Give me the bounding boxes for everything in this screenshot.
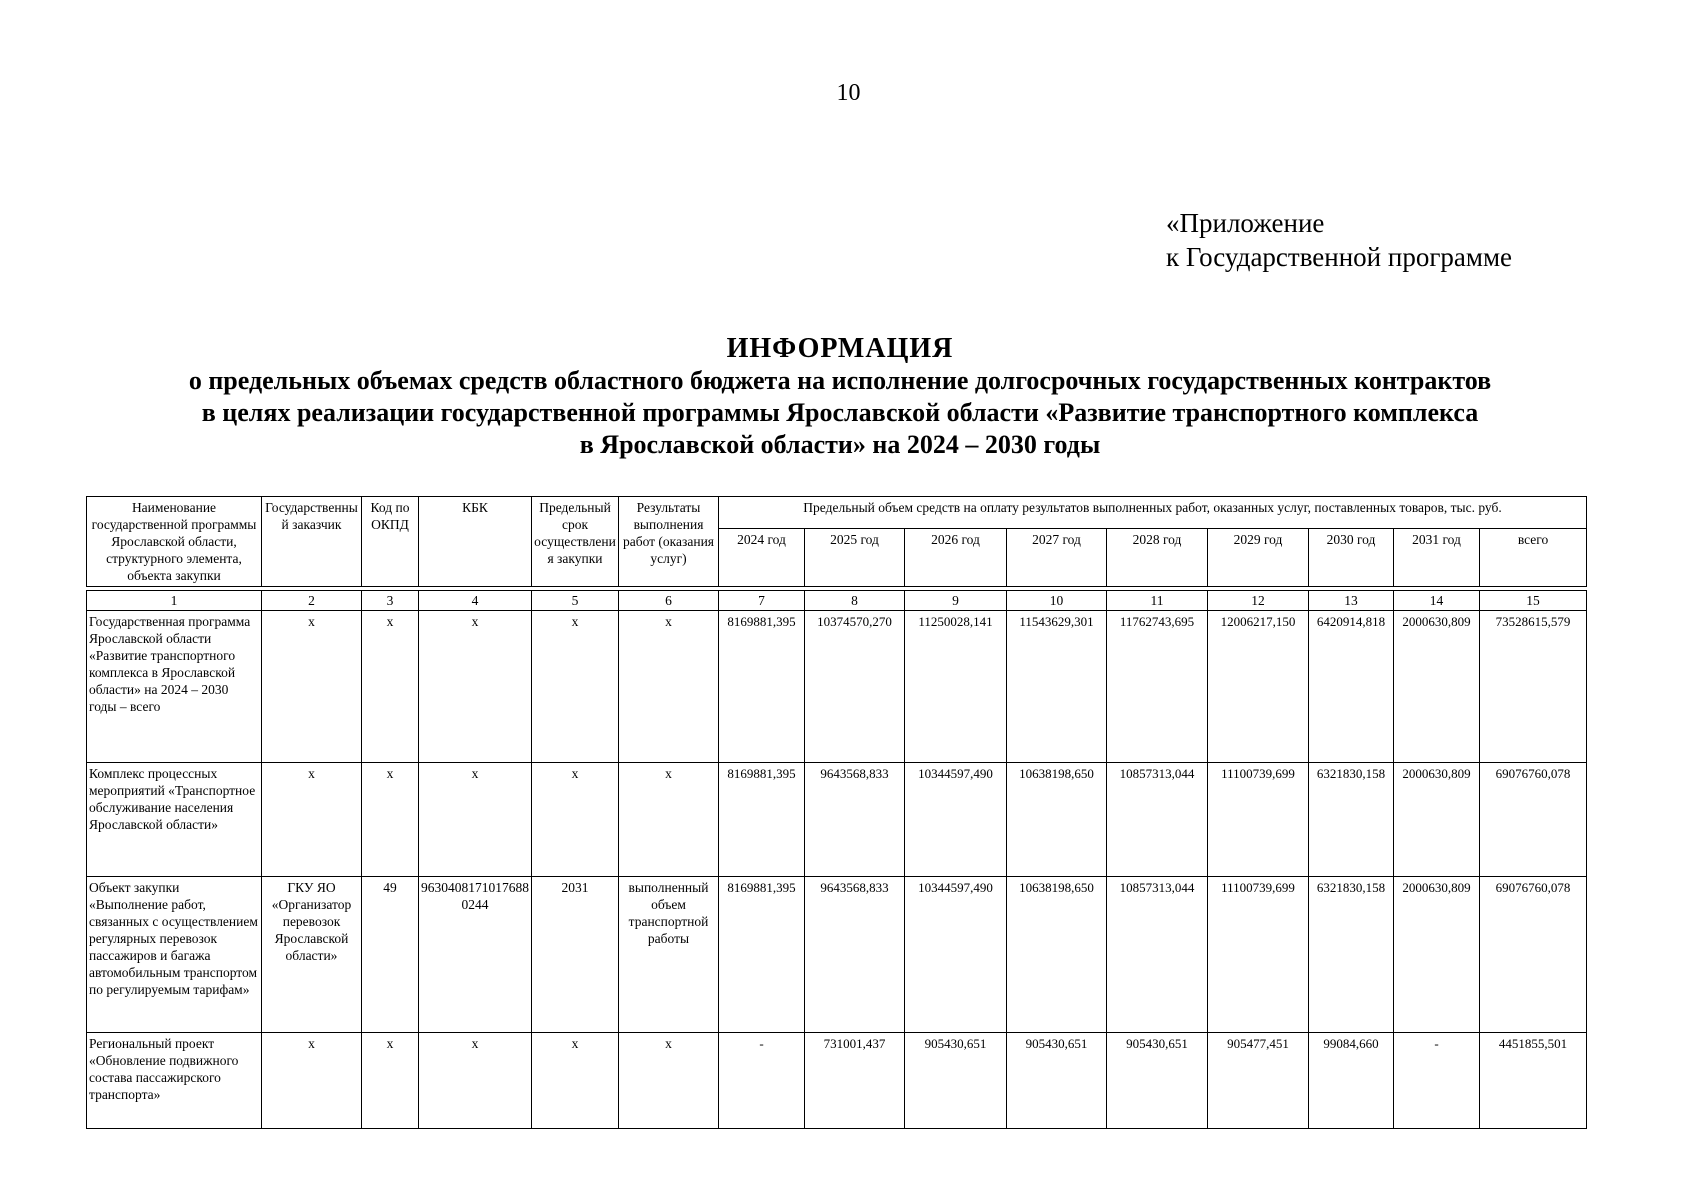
index-cell: 12 bbox=[1208, 591, 1309, 611]
title-line-1: о предельных объемах средств областного бюджета на исполнение долгосрочных государственных контрактов bbox=[188, 366, 1492, 395]
index-cell: 2 bbox=[262, 591, 362, 611]
title-line-2: в целях реализации государственной программы Ярославской области «Развитие транспортного комплекса bbox=[201, 398, 1479, 427]
row-okpd: 49 bbox=[362, 877, 419, 1033]
row-deadline: х bbox=[532, 611, 619, 763]
row-value: 10344597,490 bbox=[905, 877, 1007, 1033]
budget-table bbox=[86, 496, 1587, 1129]
row-value: 10638198,650 bbox=[1007, 877, 1107, 1033]
document-title bbox=[60, 333, 1620, 461]
row-value: 905430,651 bbox=[1107, 1033, 1208, 1129]
row-customer: х bbox=[262, 1033, 362, 1129]
row-value: 10638198,650 bbox=[1007, 763, 1107, 877]
row-value: 9643568,833 bbox=[805, 877, 905, 1033]
row-value: 10374570,270 bbox=[805, 611, 905, 763]
row-total: 69076760,078 bbox=[1480, 763, 1587, 877]
row-value: 99084,660 bbox=[1309, 1033, 1394, 1129]
row-value: 11250028,141 bbox=[905, 611, 1007, 763]
header-year: 2026 год bbox=[905, 529, 1007, 587]
row-customer: х bbox=[262, 611, 362, 763]
row-value: 8169881,395 bbox=[719, 877, 805, 1033]
row-value: 2000630,809 bbox=[1394, 763, 1480, 877]
row-value: 6321830,158 bbox=[1309, 763, 1394, 877]
appendix-line-2: к Государственной программе bbox=[1166, 242, 1513, 272]
row-deadline: х bbox=[532, 763, 619, 877]
title-main: ИНФОРМАЦИЯ bbox=[726, 333, 954, 364]
row-kbk: х bbox=[419, 1033, 532, 1129]
row-value: - bbox=[719, 1033, 805, 1129]
row-value: 12006217,150 bbox=[1208, 611, 1309, 763]
header-year: 2031 год bbox=[1394, 529, 1480, 587]
title-line-3: в Ярославской области» на 2024 – 2030 годы bbox=[579, 430, 1101, 459]
index-cell: 10 bbox=[1007, 591, 1107, 611]
row-deadline: х bbox=[532, 1033, 619, 1129]
row-value: 8169881,395 bbox=[719, 611, 805, 763]
table-row bbox=[87, 611, 1587, 763]
row-customer: х bbox=[262, 763, 362, 877]
row-value: 8169881,395 bbox=[719, 763, 805, 877]
header-funding-group: Предельный объем средств на оплату результатов выполненных работ, оказанных услуг, поставленных товаров, тыс. руб. bbox=[719, 497, 1587, 529]
row-customer: ГКУ ЯО «Организатор перевозок Ярославской области» bbox=[262, 877, 362, 1033]
header-total: всего bbox=[1480, 529, 1587, 587]
index-cell: 8 bbox=[805, 591, 905, 611]
index-cell: 9 bbox=[905, 591, 1007, 611]
header-kbk: КБК bbox=[419, 497, 532, 587]
row-kbk: х bbox=[419, 763, 532, 877]
index-row bbox=[87, 591, 1587, 611]
appendix-line-1: «Приложение bbox=[1166, 208, 1325, 238]
index-cell: 14 bbox=[1394, 591, 1480, 611]
index-cell: 3 bbox=[362, 591, 419, 611]
header-year: 2030 год bbox=[1309, 529, 1394, 587]
page-number: 10 bbox=[836, 80, 861, 106]
row-kbk: х bbox=[419, 611, 532, 763]
header-name: Наименование государственной программы Ярославской области, структурного элемента, объекта закупки bbox=[87, 497, 262, 587]
header-year: 2027 год bbox=[1007, 529, 1107, 587]
row-okpd: х bbox=[362, 611, 419, 763]
row-okpd: х bbox=[362, 763, 419, 877]
row-value: 2000630,809 bbox=[1394, 877, 1480, 1033]
index-cell: 6 bbox=[619, 591, 719, 611]
row-results: выполненный объем транспортной работы bbox=[619, 877, 719, 1033]
table-row bbox=[87, 877, 1587, 1033]
row-value: 11543629,301 bbox=[1007, 611, 1107, 763]
row-value: 905430,651 bbox=[1007, 1033, 1107, 1129]
row-results: х bbox=[619, 763, 719, 877]
header-year: 2029 год bbox=[1208, 529, 1309, 587]
row-value: 10344597,490 bbox=[905, 763, 1007, 877]
index-cell: 5 bbox=[532, 591, 619, 611]
header-deadline: Предельный срок осуществления закупки bbox=[532, 497, 619, 587]
index-cell: 1 bbox=[87, 591, 262, 611]
row-value: 11100739,699 bbox=[1208, 763, 1309, 877]
row-kbk: 96304081710176880244 bbox=[419, 877, 532, 1033]
table-row bbox=[87, 763, 1587, 877]
row-value: 2000630,809 bbox=[1394, 611, 1480, 763]
row-value: 9643568,833 bbox=[805, 763, 905, 877]
header-year: 2024 год bbox=[719, 529, 805, 587]
row-name: Государственная программа Ярославской области «Развитие транспортного комплекса в Ярославской области» на 2024 – 2030 годы – всего bbox=[87, 611, 262, 763]
header-year: 2028 год bbox=[1107, 529, 1208, 587]
row-name: Комплекс процессных мероприятий «Транспортное обслуживание населения Ярославской области» bbox=[87, 763, 262, 877]
row-value: 6321830,158 bbox=[1309, 877, 1394, 1033]
row-total: 73528615,579 bbox=[1480, 611, 1587, 763]
header-results: Результаты выполнения работ (оказания услуг) bbox=[619, 497, 719, 587]
index-cell: 7 bbox=[719, 591, 805, 611]
row-name: Объект закупки «Выполнение работ, связанных с осуществлением регулярных перевозок пассажиров и багажа автомобильным транспортом по регулируемым тарифам» bbox=[87, 877, 262, 1033]
row-value: 10857313,044 bbox=[1107, 877, 1208, 1033]
row-total: 4451855,501 bbox=[1480, 1033, 1587, 1129]
row-value: 6420914,818 bbox=[1309, 611, 1394, 763]
row-total: 69076760,078 bbox=[1480, 877, 1587, 1033]
header-customer: Государственный заказчик bbox=[262, 497, 362, 587]
index-cell: 15 bbox=[1480, 591, 1587, 611]
row-results: х bbox=[619, 611, 719, 763]
appendix-note bbox=[1166, 206, 1512, 274]
header-row-1 bbox=[87, 497, 1587, 529]
table-row bbox=[87, 1033, 1587, 1129]
index-cell: 13 bbox=[1309, 591, 1394, 611]
row-value: 10857313,044 bbox=[1107, 763, 1208, 877]
row-value: 11100739,699 bbox=[1208, 877, 1309, 1033]
row-name: Региональный проект «Обновление подвижного состава пассажирского транспорта» bbox=[87, 1033, 262, 1129]
row-deadline: 2031 bbox=[532, 877, 619, 1033]
row-value: 905430,651 bbox=[905, 1033, 1007, 1129]
header-okpd: Код по ОКПД bbox=[362, 497, 419, 587]
index-cell: 4 bbox=[419, 591, 532, 611]
index-cell: 11 bbox=[1107, 591, 1208, 611]
row-okpd: х bbox=[362, 1033, 419, 1129]
row-results: х bbox=[619, 1033, 719, 1129]
row-value: 731001,437 bbox=[805, 1033, 905, 1129]
row-value: - bbox=[1394, 1033, 1480, 1129]
row-value: 11762743,695 bbox=[1107, 611, 1208, 763]
header-year: 2025 год bbox=[805, 529, 905, 587]
row-value: 905477,451 bbox=[1208, 1033, 1309, 1129]
